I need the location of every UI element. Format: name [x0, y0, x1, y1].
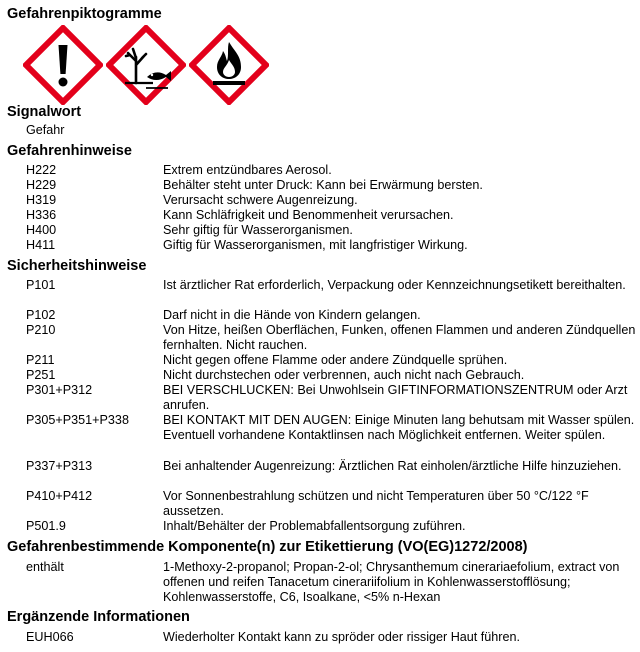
- precaution-code: P211: [26, 353, 55, 367]
- hazard-text: Behälter steht unter Druck: Kann bei Erwärmung bersten.: [163, 178, 483, 192]
- precaution-code: P410+P412: [26, 489, 93, 503]
- environment-hazard-icon: [106, 25, 186, 105]
- precaution-code: P101: [26, 278, 56, 292]
- supplemental-text: Wiederholter Kontakt kann zu spröder oder rissiger Haut führen.: [163, 630, 521, 644]
- hazard-text: Sehr giftig für Wasserorganismen.: [163, 223, 353, 237]
- hazard-text: Giftig für Wasserorganismen, mit langfristiger Wirkung.: [163, 238, 468, 252]
- components-text: 1-Methoxy-2-propanol; Propan-2-ol; Chrysanthemum cinerariaefolium, extract von offenen und reifen Tanacetum cinerariifolium in Kohlenwasserstofflösung; Kohlenwasserstoffe, C6, Isoalkane, <5% n-Hexan: [163, 560, 620, 604]
- precaution-text: Vor Sonnenbestrahlung schützen und nicht Temperaturen über 50 °C/122 °F aussetzen.: [163, 489, 589, 518]
- hazard-text: Verursacht schwere Augenreizung.: [163, 193, 358, 207]
- pictograms-heading: Gefahrenpiktogramme: [7, 6, 162, 22]
- components-heading: Gefahrenbestimmende Komponente(n) zur Etikettierung (VO(EG)1272/2008): [7, 539, 528, 555]
- precaution-text: Inhalt/Behälter der Problemabfallentsorgung zuführen.: [163, 519, 466, 533]
- flame-icon: [189, 25, 269, 105]
- hazard-text: Kann Schläfrigkeit und Benommenheit verursachen.: [163, 208, 454, 222]
- precaution-code: P251: [26, 368, 56, 382]
- hazard-code: H222: [26, 163, 57, 177]
- precaution-code: P305+P351+P338: [26, 413, 129, 427]
- precaution-code: P337+P313: [26, 459, 93, 473]
- precaution-text: Nicht gegen offene Flamme oder andere Zündquelle sprühen.: [163, 353, 508, 367]
- supplemental-heading: Ergänzende Informationen: [7, 609, 190, 625]
- hazard-code: H229: [26, 178, 57, 192]
- hazard-text: Extrem entzündbares Aerosol.: [163, 163, 332, 177]
- hazard-statements-heading: Gefahrenhinweise: [7, 143, 132, 159]
- precaution-text: BEI VERSCHLUCKEN: Bei Unwohlsein GIFTINFORMATIONSZENTRUM oder Arzt anrufen.: [163, 383, 628, 412]
- signal-word-value: Gefahr: [26, 123, 65, 137]
- precaution-text: Nicht durchstechen oder verbrennen, auch nicht nach Gebrauch.: [163, 368, 525, 382]
- hazard-code: H411: [26, 238, 56, 252]
- supplemental-code: EUH066: [26, 630, 74, 644]
- signal-word-heading: Signalwort: [7, 104, 82, 120]
- hazard-code: H400: [26, 223, 57, 237]
- precaution-text: Von Hitze, heißen Oberflächen, Funken, offenen Flammen und anderen Zündquellen fernhalten. Nicht rauchen.: [163, 323, 636, 352]
- precaution-code: P210: [26, 323, 56, 337]
- components-label: enthält: [26, 560, 64, 574]
- precaution-text: Ist ärztlicher Rat erforderlich, Verpackung oder Kennzeichnungsetikett bereithalten.: [163, 278, 626, 292]
- precaution-text: Darf nicht in die Hände von Kindern gelangen.: [163, 308, 421, 322]
- precaution-text: Bei anhaltender Augenreizung: Ärztlichen Rat einholen/ärztliche Hilfe hinzuziehen.: [163, 459, 622, 473]
- exclamation-mark-icon: [23, 25, 103, 105]
- hazard-code: H336: [26, 208, 57, 222]
- precaution-text: BEI KONTAKT MIT DEN AUGEN: Einige Minuten lang behutsam mit Wasser spülen. Eventuell vorhandene Kontaktlinsen nach Möglichkeit entfernen. Weiter spülen.: [163, 413, 635, 442]
- precaution-code: P501.9: [26, 519, 66, 533]
- hazard-code: H319: [26, 193, 57, 207]
- precaution-code: P301+P312: [26, 383, 93, 397]
- precaution-code: P102: [26, 308, 56, 322]
- precautionary-statements-heading: Sicherheitshinweise: [7, 258, 147, 274]
